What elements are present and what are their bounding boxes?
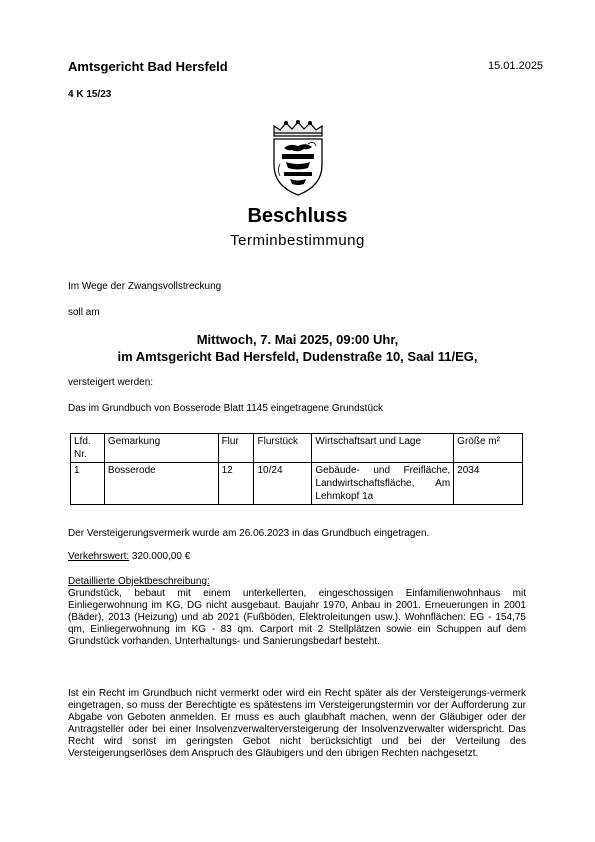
grundbuch-intro: Das im Grundbuch von Bosserode Blatt 1145 eingetragene Grundstück [68,403,383,414]
header-flur: Flur [218,434,254,463]
verkehrswert-value: 320.000,00 € [129,551,191,562]
objekt-text: Grundstück, bebaut mit einem unterkellerten, eingeschossigen Einfamilienwohnhaus mit Einliegerwohnung im KG, DG nicht ausgebaut. Baujahr 1970, Anbau in 2001. Erneuerungen in 2001 (Bäder), 2013 (Heizung) und ab 2021 (Fußböden, Elektroleitungen usw.). Wohnflächen: EG - 154,75 qm, Einliegerwohnung im KG - 83 qm. Carport mit 2 Stellplätzen sowie ein Schuppen auf dem Grundstück vorhanden. Unterhaltungs- und Sanierungsbedarf besteht. [68,588,526,647]
appointment-location: im Amtsgericht Bad Hersfeld, Dudenstraße 10, Saal 11/EG, [117,349,478,364]
table-header-row [71,434,523,463]
case-number: 4 K 15/23 [68,89,112,100]
cell-flurstueck: 10/24 [254,463,312,505]
cell-gemarkung: Bosserode [104,463,218,505]
header-groesse: Größe m² [454,434,523,463]
cell-groesse: 2034 [454,463,523,505]
intro-text: Im Wege der Zwangsvollstreckung [68,281,222,292]
header-wirtschaftsart: Wirtschaftsart und Lage [312,434,454,463]
header-flurstueck: Flurstück [254,434,312,463]
court-name: Amtsgericht Bad Hersfeld [68,59,228,74]
objekt-beschreibung [68,576,526,648]
header-gemarkung: Gemarkung [104,434,218,463]
verkehrswert-label: Verkehrswert: [68,551,130,562]
verkehrswert [68,551,190,562]
cell-flur: 12 [218,463,254,505]
property-table [70,433,523,505]
recht-paragraph: Ist ein Recht im Grundbuch nicht vermerkt oder wird ein Recht später als der Versteigerungs-vermerk eingetragen, so muss der Berechtigte es spätestens im Versteigerungstermin vor der Aufforderung zur Abgabe von Geboten anmelden. Er muss es auch glaubhaft machen, wenn der Gläubiger oder der Antragsteller oder bei einer Insolvenzverwalterversteigerung der Insolvenzverwalter widerspricht. Das Recht wird sonst im geringsten Gebot nicht berücksichtigt und bei der Verteilung des Versteigerungserlöses dem Anspruch des Gläubigers und den übrigen Rechten nachgesetzt. [68,688,526,759]
cell-wirtschaftsart: Gebäude- und Freifläche, Landwirtschaftsfläche, Am Lehmkopf 1a [312,463,454,505]
document-title: Beschluss [247,205,348,227]
cell-lfd-nr: 1 [71,463,105,505]
document-date: 15.01.2025 [488,60,544,72]
hessen-coat-of-arms-icon [268,120,328,196]
soll-am-text: soll am [68,307,100,318]
vermerk-text: Der Versteigerungsvermerk wurde am 26.06.2023 in das Grundbuch eingetragen. [68,528,430,539]
auction-appointment [0,331,595,365]
objekt-label: Detaillierte Objektbeschreibung: [68,576,210,587]
versteigert-text: versteigert werden: [68,377,154,388]
document-subtitle: Terminbestimmung [230,232,365,249]
header-lfd-nr: Lfd. Nr. [71,434,105,463]
table-row [71,463,523,505]
appointment-date: Mittwoch, 7. Mai 2025, 09:00 Uhr, [196,332,399,347]
